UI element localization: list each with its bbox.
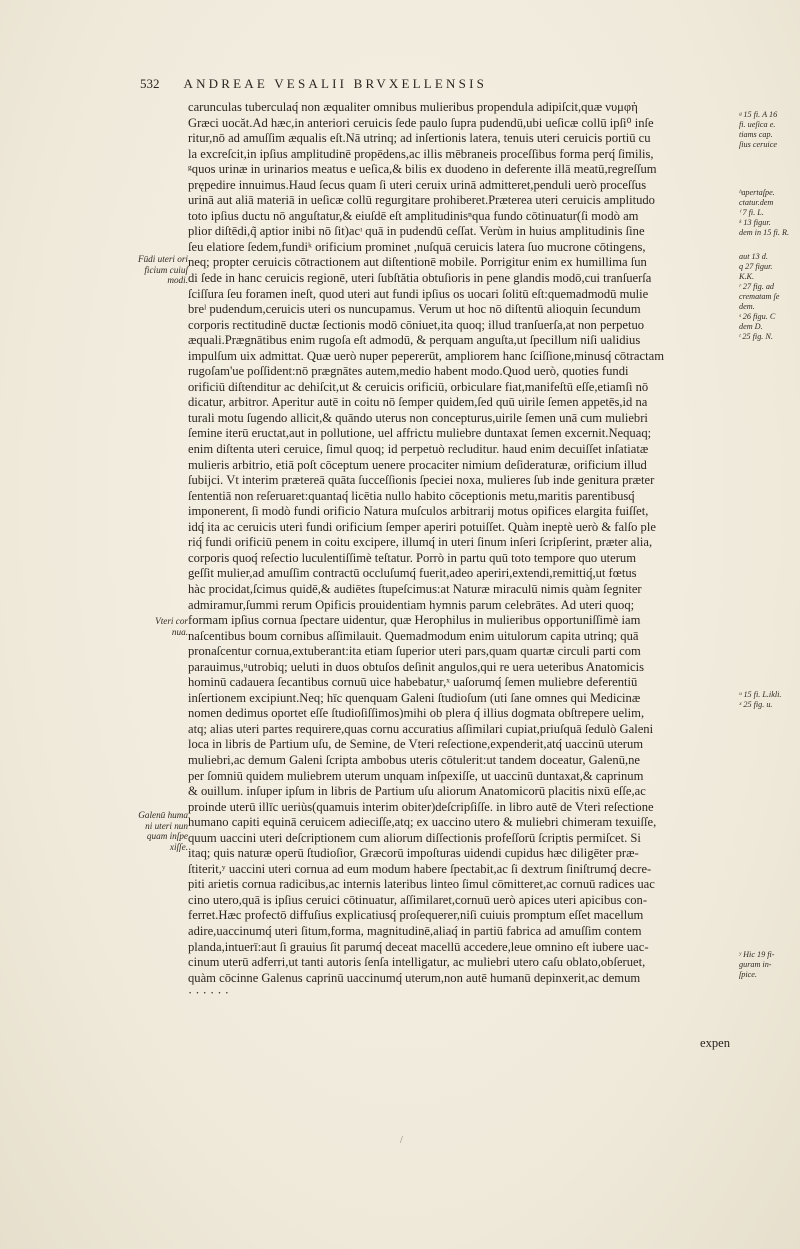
left-margin-note: [130, 616, 188, 637]
text-line: corporis quoq́ reſectio luculentiſſimè teſtatur. Porrò in partu quū toto tempore quo uterum: [188, 550, 637, 565]
margin-note-line: ctatur.dem: [739, 198, 774, 207]
text-line: admiramur,ſummi rerum Opificis prouidentiam hymnis parum celebrātes. Ad uteri quoq;: [188, 597, 635, 612]
text-line: breˡ pudendum,ceruicis uteri os nuncupamus. Verum ut hoc nō diſtentū alioquin ſecundum: [188, 302, 641, 317]
margin-note-line: ᵗ 25 fig. N.: [739, 332, 773, 341]
margin-note-line: ᵘ 15 fi. L.ikli.: [739, 690, 782, 699]
text-line: ferret.Hæc profectō diffuſius explicatiusq́ proſequerer,niſi cuiuis promptum eſſet macellum: [188, 908, 644, 923]
margin-note-line: dem.: [739, 302, 755, 311]
text-line: impulſum uix admittat. Quæ uerò nuper pepererūt, ampliorem hanc ſciſſione,minusq́ cōtractam: [188, 348, 664, 363]
text-line: ſeu elatiore ſedem,fundiᵏ orificium prominet ,nuſquā ceruicis latera ſuo mucrone cōtingens,: [188, 239, 646, 254]
margin-note-line: ˢ 26 figu. C: [739, 312, 776, 321]
margin-note-line: ᵏ 13 figur.: [739, 218, 771, 227]
page-number: 532: [140, 76, 160, 91]
margin-note-line: aut 13 d.: [739, 252, 768, 261]
text-line: corporis rectitudinē ductæ ſectionis modō cōniuet,ita quoq; illud tranſuerſa,at non perpetuo: [188, 317, 645, 332]
margin-note-line: ˣ 25 fig. u.: [739, 700, 773, 709]
text-line: prępedire innuimus.Haud ſecus quam ſi uteri ceruix urinā admitteret,penduli uerò proceſſus: [188, 177, 647, 192]
margin-note-line: dem D.: [739, 322, 763, 331]
text-line: cinum uterū adferri,ut tanti autoris ſenſa intelligatur, ac muliebri utero caſu oblato,obſeruet,: [188, 955, 646, 970]
text-line: inſertionem excipiunt.Neq; hīc quenquam Galeni ſtudioſum (uti ſane omnes qui Medicinæ: [188, 690, 641, 705]
margin-note-line: ni uteri nun: [145, 820, 188, 831]
margin-note-line: q 27 figur.: [739, 262, 773, 271]
text-line: humano capiti equinā ceruicem adieciſſe,atq; ex uaccino utero & muliebri chimeram texuiſſe,: [188, 815, 657, 830]
text-line: parauimus,ᵘutrobiq; ueluti in duos obtuſos deſinit angulos,qui re uera ueteribus Anatomicis: [188, 659, 645, 674]
margin-note-line: ᵍ 15 fi. A 16: [739, 110, 778, 119]
right-margin-note: [739, 188, 797, 238]
text-line: atq; alias uteri partes requirere,quas cornu accuratius aſſimilari cupiat,priuſquā ſedulò Galeni: [188, 721, 654, 736]
margin-note-line: K.K.: [739, 272, 755, 281]
margin-note-line: Fūdi uteri ori: [137, 254, 188, 264]
margin-note-line: Galenū huma: [138, 810, 188, 820]
text-line: adire,uaccinumq́ uteri ſitum,forma, magnitudinē,aliaq́ in partiū fabrica ad amuſſim contem: [188, 923, 642, 938]
right-margin-note: [739, 252, 797, 342]
text-line: · · · · · ·: [188, 986, 229, 1001]
text-line: neq; propter ceruicis cōtractionem aut diſtentionē mobile. Porrigitur enim ex humillima ſun: [188, 255, 647, 270]
text-line: & ouillum. inſuper ipſum in libris de Partium uſu aliorum Anatomicorū placitis nixū eſſe,ac: [188, 784, 646, 799]
text-line: hominū cadauera ſecantibus cornuū uice habebatur,ˣ uaſorumq́ ſemen muliebre deferentiū: [188, 675, 638, 690]
text-line: ſubijci. Vt interim prætereā quāta ſucceſſionis ſpeciei noxa, mulieres ſub inde genitura præter: [188, 473, 655, 488]
margin-note-line: crematam ſe: [739, 292, 780, 301]
text-line: per ſomniū quidem muliebrem uterum unquam inſpexiſſe, ut uaccinū duntaxat,& caprinum: [188, 768, 644, 783]
text-line: planda,intuerī:aut ſi grauius ſit parumq́ deceat macellū accedere,leue omnino eſt iubere uac-: [188, 939, 649, 954]
margin-note-line: ficium cuiuſ: [144, 264, 188, 275]
text-line: itaq; quis naturæ operū ſtudioſior, Græcorū impoſturas uidendi cupidus hæc diligēter præ-: [188, 846, 639, 861]
text-line: cino utero,quā is ipſius ceruici cōtinuatur, aſſimilaret,cornuū uerò apices uteri apicibus con-: [188, 892, 648, 907]
text-line: ſciſſura ſeu foramen ineſt, quod uteri aut fundi ipſius os uocari ſolitū eſt:quemadmodū mulie: [188, 286, 649, 301]
text-line: idq́ ita ac ceruicis uteri fundi orificium ſemper aperiri potuiſſet. Quàm ineptè uerò & falſo ple: [188, 519, 656, 534]
text-line: nomen dedimus oportet eſſe ſtudioſiſſimos)mihi ob plera q́ illius dogmata obſtrepere uelim,: [188, 706, 645, 721]
text-line: enim diſtenta uteri ceruice, ſimul quoq; id perpetuò recluditur. haud enim decuiſſet inſatiatæ: [188, 442, 649, 457]
margin-note-line: ſpice.: [739, 970, 757, 979]
margin-note-line: modi.: [167, 275, 188, 285]
text-line: carunculas tuberculaq́ non æqualiter omnibus mulieribus propendula adipiſcit,quæ νυμφὴ: [188, 100, 638, 114]
margin-note-line: quam inſpe: [146, 831, 188, 841]
margin-note-line: ʸ Hic 19 fi-: [739, 950, 775, 959]
page-header: [140, 76, 740, 96]
text-line: dicatur, arbitror. Aperitur autē in coitu nō ſemper quidem,ſed quū uirile ſemen appetēs,id na: [188, 395, 648, 410]
margin-note-line: ʳ 27 fig. ad: [739, 282, 775, 291]
text-line: ſententiā non reſeruaret:quantaq́ licētia nullo habito cōceptionis metu,maritis parentibusq́: [188, 488, 635, 503]
margin-note-line: ⁱ 7 fi. L.: [739, 208, 764, 217]
catchword: expen: [700, 1036, 731, 1050]
text-line: orificiū diſtenditur ac dehiſcit,ut & ceruicis orificiū, orbiculare fiat,manifeſtū eſſe,etiamſi nō: [188, 379, 649, 394]
margin-note-line: fi. ueſica e.: [739, 120, 776, 129]
text-line: urinā aut aliā materiā in ueſicæ collū regurgitare prohiberet.Præterea uteri ceruicis amplitudo: [188, 193, 655, 208]
margin-note-line: Vteri cor: [155, 616, 188, 626]
text-line: ſtiterit,ʸ uaccini uteri cornua ad eum modum habere ſpectabit,ac ſi dextrum ſiniſtrumq́ decre-: [188, 861, 652, 876]
text-line: ᵍquos urinæ in urinarios meatus e ueſica,& bilis ex duodeno in deferente illā meatū,regreſſum: [188, 162, 657, 177]
text-line: piti arietis cornua radicibus,ac internis lateribus linteo ſimul cōmitteret,ac cornuū radices uac: [188, 877, 655, 892]
text-line: turali motu ſugendo allicit,& quāndo uterus non concepturus,uirile ſemen unā cum muliebri: [188, 410, 648, 425]
text-line: toto ipſius ductu nō anguſtatur,& eiuſdē eſt amplitudinisⁿqua fundo cōtinuatur(ſi modò am: [188, 208, 639, 223]
right-margin-note: [739, 110, 797, 150]
left-margin-note: [130, 254, 188, 286]
text-line: quum uaccini uteri deſcriptionem cum aliorum diſſectionis profeſſorū ſcriptis permiſcet. Si: [188, 830, 641, 845]
right-margin-note: [739, 690, 797, 710]
margin-note-line: nua.: [171, 626, 188, 637]
text-line: riq́ fundi orificiū penem in coitu excipere, illumq́ in uteri ſinum inſeri ſcripſerint, præter alia,: [188, 535, 653, 550]
margin-note-line: ſius ceruice: [739, 140, 777, 149]
text-line: æquali.Prægnātibus enim rugoſa eſt admodū, & perquam anguſta,ut ſpecillum niſi ualidius: [188, 333, 641, 348]
text-line: la excreſcit,in ipſius amplitudinē propēdens,ac illis mēbraneis proceſſibus forma perq́ ſimilis,: [188, 146, 654, 161]
text-line: formam ipſius cornua ſpectare uidentur, quæ Herophilus in mulieribus opportuniſſimè iam: [188, 613, 641, 628]
body-text: [188, 100, 736, 1002]
margin-note-line: xiſſe.: [169, 841, 188, 852]
text-line: geſſit mulier,ad amuſſim contractū occluſumq́ fuerit,adeo aperiri,extendi,remittiq́,ut fœtus: [188, 566, 637, 581]
margin-note-line: guram in-: [739, 960, 772, 969]
right-margin-note: [739, 950, 797, 980]
margin-note-line: ʰapertaſpe.: [739, 188, 775, 197]
text-line: Græci uocăt.Ad hæc,in anteriori ceruicis ſede paulo ſupra pudendū,ubi ueſicæ collū ipſi⁰ inſe: [188, 115, 654, 130]
text-line: loca in libris de Partium uſu, de Semine, de Vteri reſectione,expenderit,atq́ uaccinū uterum: [188, 737, 644, 752]
text-line: quàm cōcinne Galenus caprinū uaccinumq́ uterum,non autē humanū depinxerit,ac demum: [188, 970, 641, 985]
stray-mark: /: [400, 1135, 403, 1146]
text-line: naſcentibus boum cornibus aſſimilauit. Quemadmodum enim uitulorum capita utrinq; quā: [188, 628, 639, 643]
margin-note-line: tiams cap.: [739, 130, 773, 139]
text-line: pronaſcentur cornua,extuberant:ita etiam ſuperior uteri pars,quam quartæ circuli parti com: [188, 644, 641, 659]
text-line: ſemine iterū eructat,aut in pollutione, uel affrictu muliebre duntaxat ſemen excernit.Nequaq;: [188, 426, 652, 441]
text-line: hàc procidat,ſcimus quidē,& audiētes ſtupeſcimus:at Naturæ miraculū nimis quàm ſegniter: [188, 581, 642, 596]
text-line: plior diſtēdi,q̃ aptior inibi nō ſit)acᶦ quā in pudendū ceſſat. Verùm in huius amplitudinis ſine: [188, 224, 645, 239]
margin-note-line: dem in 15 fi. R.: [739, 228, 790, 237]
text-line: proinde uterū illīc ueriùs(quamuis interim obiter)deſcripſiſſe. in libro autē de Vteri reſectione: [188, 799, 654, 814]
text-line: ritur,nō ad amuſſim æqualis eſt.Nā utrinq; ad inſertionis latera, tenuis uteri ceruicis portiū cu: [188, 131, 651, 146]
running-head: ANDREAE VESALII BRVXELLENSIS: [183, 76, 488, 91]
text-line: imponerent, ſi modò fundi orificio Natura muſculos arbitrarij motus opifices elargita fuiſſet,: [188, 504, 649, 519]
left-margin-note: [130, 810, 188, 852]
text-line: di ſede in hanc ceruicis regionē, uteri ſubſtătia obtuſioris in pene glandis modō,cui tranſuerſa: [188, 271, 652, 286]
text-line: muliebri,ac demum Galeni ſcripta ambobus uteris cōtulerit:ut tandem doceatur, Galenū,ne: [188, 752, 641, 767]
text-line: mulieris arbitrio, etiā poſt cōceptum uenere procaciter nimium deſideraturæ, orificium illud: [188, 457, 647, 472]
text-line: rugoſam'ue poſſident:nō prægnātes autem,medio habent modo.Quod uerò, quoties fundi: [188, 364, 629, 379]
